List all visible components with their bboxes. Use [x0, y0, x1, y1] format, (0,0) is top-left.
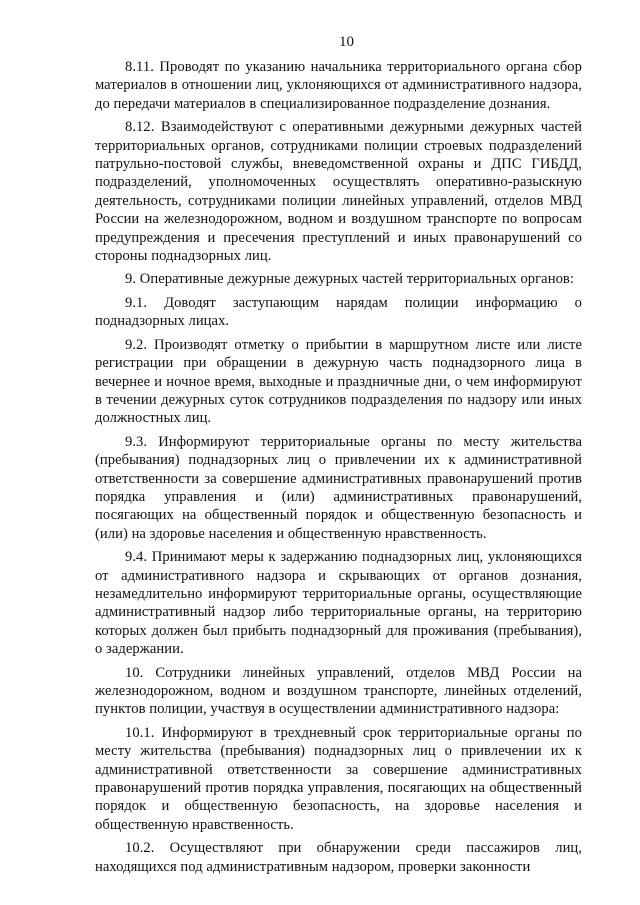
paragraph-8-12: 8.12. Взаимодействуют с оперативными дежурными дежурных частей территориальных органов, сотрудниками полиции строевых подразделений патрульно-постовой службы, вневедомственной охраны и ДПС ГИБДД, подразделений, уполномоченных осуществлять оперативно-разыскную деятельность, сотрудниками полиции линейных управлений, отделов МВД России на железнодорожном, водном и воздушном транспорте по вопросам предупреждения и пресечения преступлений и иных правонарушений со стороны поднадзорных лиц.	[95, 119, 582, 265]
paragraph-10-2: 10.2. Осуществляют при обнаружении среди пассажиров лиц, находящихся под административным надзором, проверки законности	[95, 840, 582, 875]
paragraph-9: 9. Оперативные дежурные дежурных частей территориальных органов:	[125, 271, 574, 288]
document-page	[95, 32, 582, 881]
page-number: 10	[339, 34, 354, 50]
paragraph-9-2: 9.2. Производят отметку о прибытии в маршрутном листе или листе регистрации при обращении в дежурную часть поднадзорного лица в вечернее и ночное время, выходные и праздничные дни, о чем информируют в течении дежурных суток сотрудников подразделения по надзору или иных должностных лиц.	[95, 336, 582, 427]
paragraph-8-11: 8.11. Проводят по указанию начальника территориального органа сбор материалов в отношении лиц, уклоняющихся от административного надзора, до передачи материалов в специализированное подразделение дознания.	[95, 59, 582, 112]
paragraph-10: 10. Сотрудники линейных управлений, отделов МВД России на железнодорожном, водном и воздушном транспорте, линейных отделений, пунктов полиции, участвуя в осуществлении административного надзора:	[95, 664, 582, 718]
paragraph-9-1: 9.1. Доводят заступающим нарядам полиции информацию о поднадзорных лицах.	[95, 294, 582, 330]
paragraph-9-3: 9.3. Информируют территориальные органы по месту жительства (пребывания) поднадзорных лиц о привлечении их к административной ответственности за совершение административных правонарушений против порядка управления и (или) административных правонарушений, посягающих на общественный порядок и общественную безопасность и (или) на здоровье населения и общественную нравственность.	[95, 433, 582, 542]
paragraph-9-4: 9.4. Принимают меры к задержанию поднадзорных лиц, уклоняющихся от административного надзора и скрывающих от органов дознания, незамедлительно информируют территориальные органы, осуществляющие административный надзор либо территориальные органы, на территорию которых должен был прибыть поднадзорный для проживания (пребывания), о задержании.	[95, 549, 582, 658]
paragraph-10-1: 10.1. Информируют в трехдневный срок территориальные органы по месту жительства (пребывания) поднадзорных лиц о привлечении их к административной ответственности за совершение административных правонарушений против порядка управления, посягающих на общественный порядок и общественную безопасность, на здоровье населения и общественную нравственность.	[95, 724, 582, 833]
